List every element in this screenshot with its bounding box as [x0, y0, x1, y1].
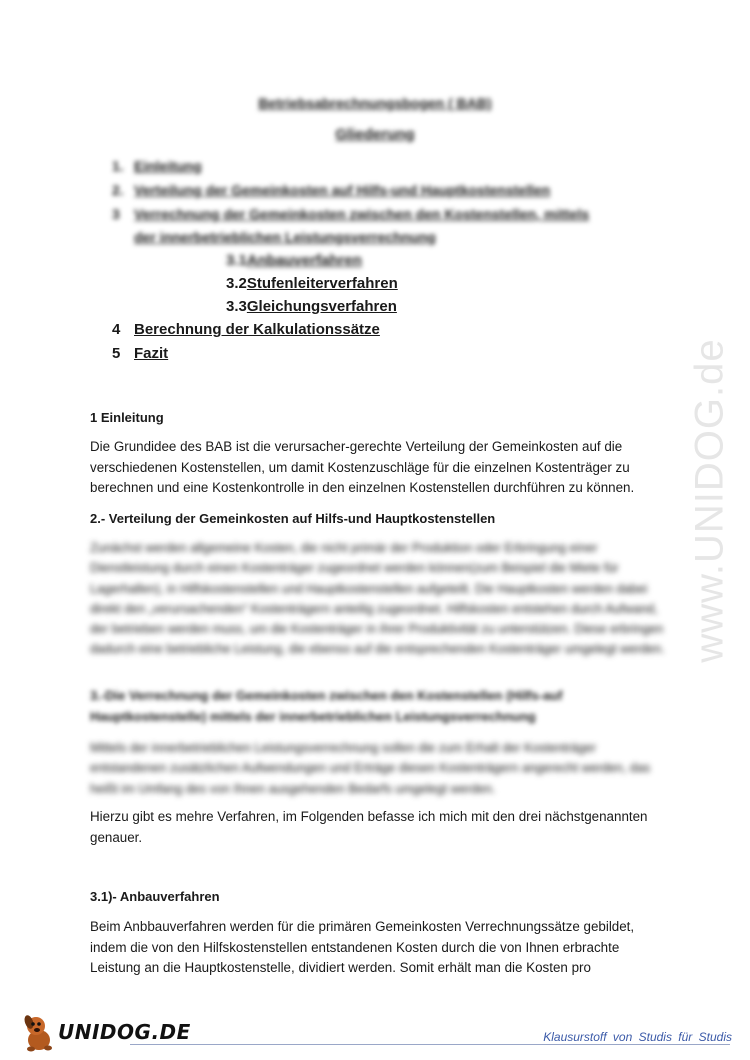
footer-divider — [130, 1044, 730, 1045]
toc-item-num: 5 — [112, 345, 121, 362]
document-title: Betriebsabrechnungsbogen ( BAB) — [258, 95, 492, 111]
watermark-text: www.UNIDOG.de — [687, 337, 732, 663]
toc-subitem-3-3 — [226, 298, 397, 315]
toc-subitem-3-2 — [226, 275, 398, 292]
toc-item-label: Verrechnung der Gemeinkosten zwischen den Kostenstellen, mittels — [134, 206, 590, 222]
section-text-3: Mittels der innerbetrieblichen Leistungsverrechnung sollen die zum Erhalt der Kostenträger entstandenen zusätzlichen Aufwendungen und Erträge diesen Kostenträgern angerecht werden, das heißt im Umfang des von Ihnen ausgehenden Bedarfs umgelegt werden. — [90, 741, 651, 796]
section-text-1: Die Grundidee des BAB ist die verursacher-gerechte Verteilung der Gemeinkosten auf die verschiedenen Kostenstellen, um damit Kostenzuschläge für die einzelnen Kostenträger zu berechnen und eine Kostenkontrolle in den einzelnen Kostenstellen durchführen zu können. — [90, 439, 635, 495]
section-heading-2: 2.- Verteilung der Gemeinkosten auf Hilfs-und Hauptkostenstellen — [90, 511, 496, 526]
toc-item-num: 2. — [112, 182, 124, 198]
toc-subitem-num: 3.1 — [226, 252, 247, 269]
dog-mascot-icon — [22, 1012, 56, 1052]
toc-item-label: der innerbetrieblichen Leistungsverrechnung — [134, 229, 436, 245]
toc-item-3-cont — [134, 229, 436, 245]
toc-item-5 — [112, 345, 168, 362]
toc-subitem-num: 3.2 — [226, 275, 247, 292]
toc-subitem-label: Anbauverfahren — [246, 252, 362, 269]
toc-subitem-label: Gleichungsverfahren — [246, 298, 397, 315]
unidog-logo[interactable] — [22, 1012, 191, 1052]
section-text-2: Zunächst werden allgemeine Kosten, die nicht primär der Produktion oder Erbringung einer Dienstleistung durch einen Kostenträger zugeordnet werden können(zum Beispiel die Miete für Lagerhallen), in Hilfskostenstellen und Hauptkostenstellen aufgeteilt. Die Hauptkosten werden dabei direkt den „verursachenden“ Kostenträgern anteilig zugeordnet. Hilfskosten entstehen durch Aufwand, der betrieben werden muss, um die Kostenträger in ihrer Produktivität zu unterstützen. Diese erbringen dadurch eine betriebliche Leistung, die ebenso auf die entsprechenden Kostenträger umgelegt werden. — [90, 541, 665, 657]
toc-subitem-3-1 — [226, 252, 362, 269]
watermark — [600, 280, 750, 720]
section-text-3-1: Beim Anbbauverfahren werden für die primären Gemeinkosten Verrechnungssätze gebildet, indem die von den Hilfskostenstellen entstandenen Kosten durch die von Ihnen erbrachte Leistung an die Hauptkostenstelle, dividiert werden. Somit erhält man die Kosten pro — [90, 919, 635, 975]
toc-item-label: Verteilung der Gemeinkosten auf Hilfs-und Hauptkostenstellen — [134, 182, 551, 198]
toc-item-3 — [112, 206, 589, 222]
toc-item-2 — [112, 182, 550, 198]
toc-subitem-label: Stufenleiterverfahren — [246, 275, 398, 292]
toc-item-num: 1. — [112, 158, 124, 174]
toc-item-label: Berechnung der Kalkulationssätze — [134, 321, 380, 338]
toc-item-label: Fazit — [134, 345, 169, 362]
document-subtitle: Gliederung — [335, 126, 415, 143]
toc-item-label: Einleitung — [134, 158, 202, 174]
section-heading-3-cont: Hauptkostenstelle) mittels der innerbetrieblichen Leistungsverrechnung — [90, 709, 536, 724]
toc-item-num: 4 — [112, 321, 121, 338]
footer-tagline: Klausurstoff von Studis für Studis — [543, 1030, 732, 1044]
toc-item-num: 3 — [112, 206, 120, 222]
section-heading-3: 3.-Die Verrechnung der Gemeinkosten zwischen den Kostenstellen (Hilfs-auf — [90, 688, 563, 703]
toc-subitem-num: 3.3 — [226, 298, 247, 315]
section-heading-3-1: 3.1)- Anbauverfahren — [90, 889, 220, 904]
toc-item-1 — [112, 158, 202, 174]
section-heading-1: 1 Einleitung — [90, 410, 164, 425]
section-text-3b: Hierzu gibt es mehre Verfahren, im Folgenden befasse ich mich mit den drei nächstgenannten genauer. — [90, 809, 648, 845]
logo-text: UNIDOG.DE — [58, 1020, 191, 1044]
toc-item-4 — [112, 321, 380, 338]
